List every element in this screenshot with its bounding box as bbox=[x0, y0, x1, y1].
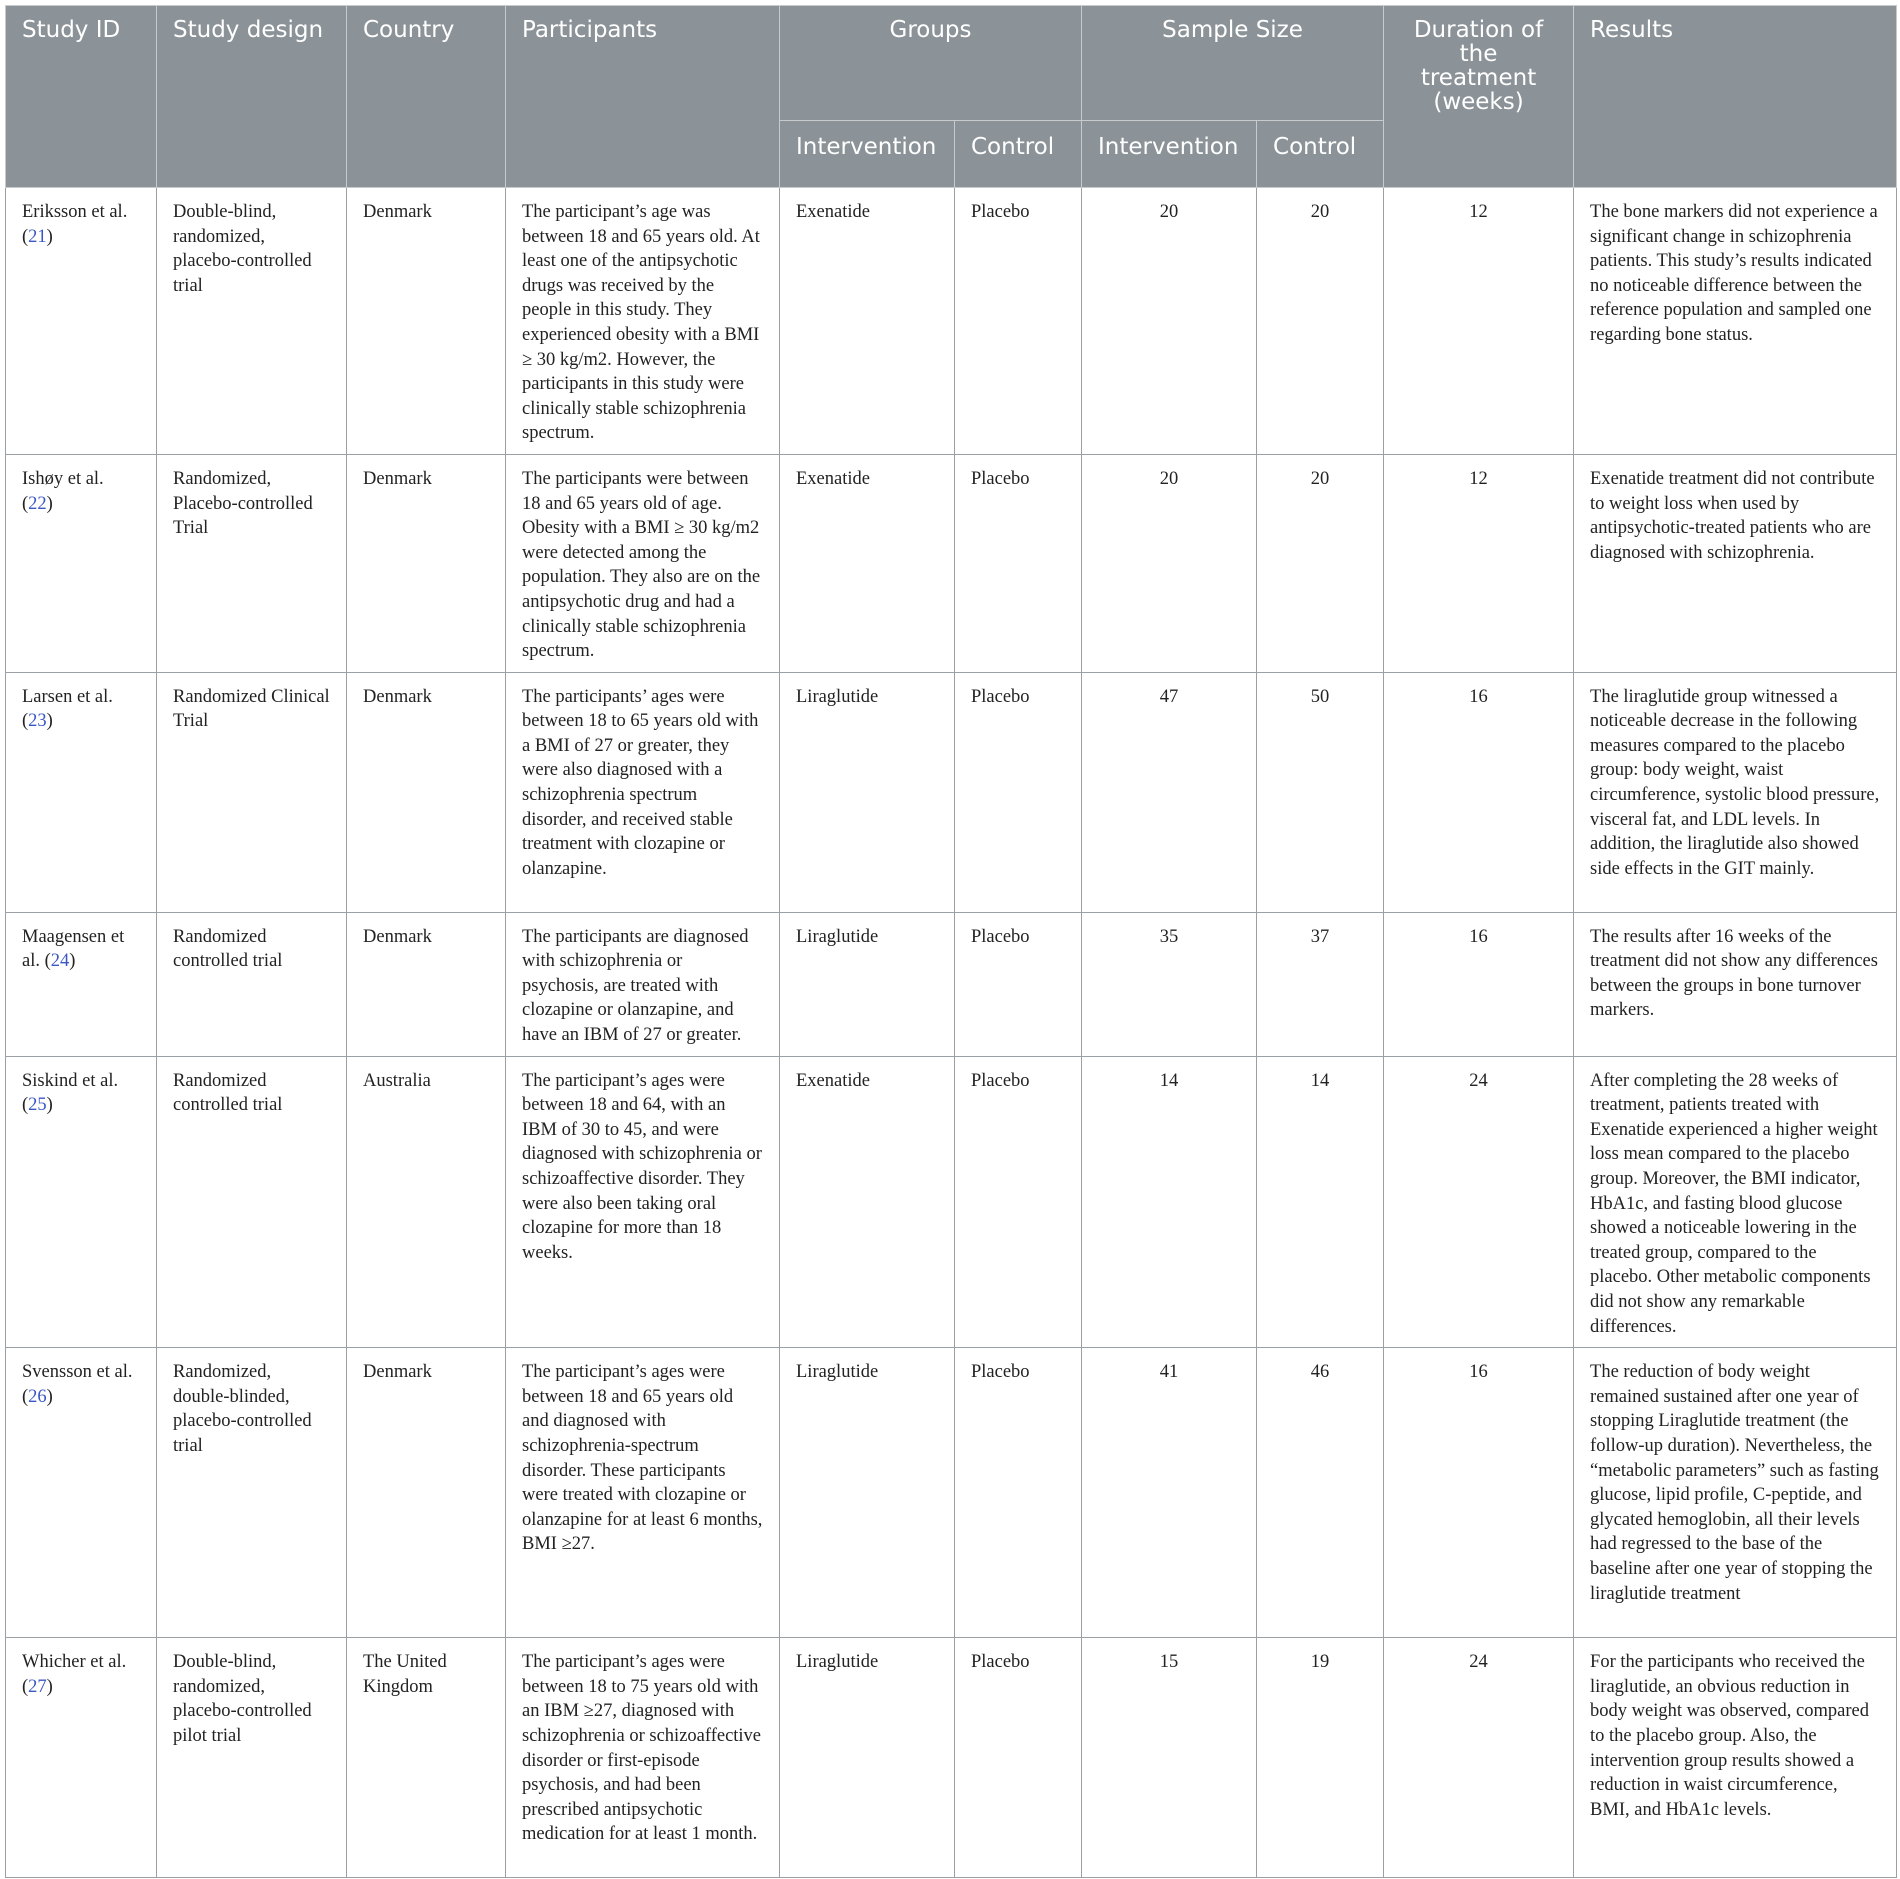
cell-duration: 24 bbox=[1384, 1056, 1574, 1348]
study-author: Siskind et al. bbox=[22, 1070, 119, 1091]
cell-n-intervention: 35 bbox=[1082, 912, 1257, 1056]
table-row bbox=[6, 1638, 1897, 1878]
cell-study-design: Randomized controlled trial bbox=[157, 1056, 347, 1348]
cell-group-intervention: Liraglutide bbox=[780, 912, 955, 1056]
cell-study-id: Ishøy et al. (22) bbox=[6, 454, 157, 672]
reference-link[interactable]: 22 bbox=[28, 493, 47, 514]
header-participants: Participants bbox=[506, 6, 780, 188]
cell-group-control: Placebo bbox=[955, 1348, 1082, 1638]
cell-country: Denmark bbox=[347, 188, 506, 455]
cell-duration: 16 bbox=[1384, 672, 1574, 912]
cell-study-id: Maagensen et al. (24) bbox=[6, 912, 157, 1056]
header-sample-control: Control bbox=[1257, 121, 1384, 188]
cell-participants: The participants’ ages were between 18 to 65 years old with a BMI of 27 or greater, they were also diagnosed with a schizophrenia spectrum disorder, and received stable treatment with clozapine or olanzapine. bbox=[506, 672, 780, 912]
study-author: Eriksson et al. bbox=[22, 202, 128, 222]
reference-link[interactable]: 27 bbox=[28, 1676, 47, 1697]
header-groups-intervention: Intervention bbox=[780, 121, 955, 188]
cell-duration: 12 bbox=[1384, 454, 1574, 672]
cell-study-design: Randomized, Placebo-controlled Trial bbox=[157, 454, 347, 672]
header-sample-size: Sample Size bbox=[1082, 6, 1384, 121]
cell-participants: The participant’s age was between 18 and 65 years old. At least one of the antipsychotic drugs was received by the people in this study. They experienced obesity with a BMI ≥ 30 kg/m2. However, the participants in this study were clinically stable schizophrenia spectrum. bbox=[506, 188, 780, 455]
cell-country: Denmark bbox=[347, 672, 506, 912]
reference-link[interactable]: 25 bbox=[28, 1095, 47, 1116]
header-row-main bbox=[6, 6, 1897, 121]
cell-n-control: 37 bbox=[1257, 912, 1384, 1056]
cell-n-intervention: 14 bbox=[1082, 1056, 1257, 1348]
table-row bbox=[6, 912, 1897, 1056]
cell-country: The United Kingdom bbox=[347, 1638, 506, 1878]
cell-group-intervention: Exenatide bbox=[780, 1056, 955, 1348]
cell-results: The bone markers did not experience a significant change in schizophrenia patients. This study’s results indicated no noticeable difference between the reference population and sampled one regarding bone status. bbox=[1574, 188, 1897, 455]
reference-link[interactable]: 26 bbox=[28, 1386, 47, 1407]
table-row bbox=[6, 1348, 1897, 1638]
cell-duration: 16 bbox=[1384, 1348, 1574, 1638]
cell-participants: The participant’s ages were between 18 and 64, with an IBM of 30 to 45, and were diagnosed with schizophrenia or schizoaffective disorder. They were also been taking oral clozapine for more than 18 weeks. bbox=[506, 1056, 780, 1348]
cell-results: For the participants who received the liraglutide, an obvious reduction in body weight was observed, compared to the placebo group. Also, the intervention group results showed a reduction in waist circumference, BMI, and HbA1c levels. bbox=[1574, 1638, 1897, 1878]
study-author: Ishøy et al. bbox=[22, 468, 104, 489]
cell-n-control: 50 bbox=[1257, 672, 1384, 912]
cell-study-design: Double-blind, randomized, placebo-controlled pilot trial bbox=[157, 1638, 347, 1878]
study-author: Larsen et al. bbox=[22, 686, 113, 707]
cell-group-control: Placebo bbox=[955, 1638, 1082, 1878]
cell-group-control: Placebo bbox=[955, 672, 1082, 912]
cell-n-control: 20 bbox=[1257, 454, 1384, 672]
cell-n-control: 19 bbox=[1257, 1638, 1384, 1878]
header-groups: Groups bbox=[780, 6, 1082, 121]
cell-duration: 12 bbox=[1384, 188, 1574, 455]
cell-n-intervention: 47 bbox=[1082, 672, 1257, 912]
cell-results: Exenatide treatment did not contribute to weight loss when used by antipsychotic-treated patients who are diagnosed with schizophrenia. bbox=[1574, 454, 1897, 672]
study-author: Maagensen et al. bbox=[22, 926, 125, 972]
cell-group-control: Placebo bbox=[955, 454, 1082, 672]
cell-group-intervention: Liraglutide bbox=[780, 1348, 955, 1638]
reference-link[interactable]: 24 bbox=[50, 951, 70, 972]
cell-results: The reduction of body weight remained sustained after one year of stopping Liraglutide treatment (the follow-up duration). Nevertheless, the “metabolic parameters” such as fasting glucose, lipid profile, C-peptide, and glycated hemoglobin, all their levels had regressed to the base of the baseline after one year of stopping the liraglutide treatment bbox=[1574, 1348, 1897, 1638]
table-row bbox=[6, 1056, 1897, 1348]
cell-study-design: Randomized Clinical Trial bbox=[157, 672, 347, 912]
cell-results: The liraglutide group witnessed a noticeable decrease in the following measures compared to the placebo group: body weight, waist circumference, systolic blood pressure, visceral fat, and LDL levels. In addition, the liraglutide also showed side effects in the GIT mainly. bbox=[1574, 672, 1897, 912]
cell-group-intervention: Exenatide bbox=[780, 454, 955, 672]
cell-n-control: 20 bbox=[1257, 188, 1384, 455]
cell-country: Denmark bbox=[347, 454, 506, 672]
studies-table bbox=[5, 5, 1897, 1878]
header-study-design: Study design bbox=[157, 6, 347, 188]
cell-results: The results after 16 weeks of the treatment did not show any differences between the groups in bone turnover markers. bbox=[1574, 912, 1897, 1056]
cell-study-id: Larsen et al. (23) bbox=[6, 672, 157, 912]
cell-participants: The participants are diagnosed with schizophrenia or psychosis, are treated with clozapine or olanzapine, and have an IBM of 27 or greater. bbox=[506, 912, 780, 1056]
cell-country: Australia bbox=[347, 1056, 506, 1348]
cell-group-intervention: Exenatide bbox=[780, 188, 955, 455]
cell-country: Denmark bbox=[347, 912, 506, 1056]
cell-n-intervention: 20 bbox=[1082, 454, 1257, 672]
header-results: Results bbox=[1574, 6, 1897, 188]
studies-table-container bbox=[5, 5, 1896, 1878]
table-row bbox=[6, 672, 1897, 912]
table-row bbox=[6, 454, 1897, 672]
header-duration: Duration of the treatment (weeks) bbox=[1384, 6, 1574, 188]
cell-participants: The participant’s ages were between 18 to 75 years old with an IBM ≥27, diagnosed with schizophrenia or schizoaffective disorder or first-episode psychosis, and had been prescribed antipsychotic medication for at least 1 month. bbox=[506, 1638, 780, 1878]
header-study-id: Study ID bbox=[6, 6, 157, 188]
cell-study-id: Svensson et al. (26) bbox=[6, 1348, 157, 1638]
header-country: Country bbox=[347, 6, 506, 188]
study-author: Svensson et al. bbox=[22, 1362, 133, 1383]
table-body bbox=[6, 188, 1897, 1878]
cell-group-control: Placebo bbox=[955, 912, 1082, 1056]
cell-n-intervention: 41 bbox=[1082, 1348, 1257, 1638]
table-header bbox=[6, 6, 1897, 188]
header-groups-control: Control bbox=[955, 121, 1082, 188]
cell-participants: The participant’s ages were between 18 and 65 years old and diagnosed with schizophrenia-spectrum disorder. These participants were treated with clozapine or olanzapine for at least 6 months, BMI ≥27. bbox=[506, 1348, 780, 1638]
header-sample-intervention: Intervention bbox=[1082, 121, 1257, 188]
cell-group-control: Placebo bbox=[955, 188, 1082, 455]
reference-link[interactable]: 23 bbox=[28, 711, 47, 732]
cell-group-intervention: Liraglutide bbox=[780, 1638, 955, 1878]
cell-n-control: 46 bbox=[1257, 1348, 1384, 1638]
cell-study-design: Randomized, double-blinded, placebo-controlled trial bbox=[157, 1348, 347, 1638]
reference-link[interactable]: 21 bbox=[28, 226, 47, 247]
cell-n-intervention: 15 bbox=[1082, 1638, 1257, 1878]
cell-group-intervention: Liraglutide bbox=[780, 672, 955, 912]
cell-n-control: 14 bbox=[1257, 1056, 1384, 1348]
cell-duration: 24 bbox=[1384, 1638, 1574, 1878]
cell-group-control: Placebo bbox=[955, 1056, 1082, 1348]
cell-results: After completing the 28 weeks of treatment, patients treated with Exenatide experienced a higher weight loss mean compared to the placebo group. Moreover, the BMI indicator, HbA1c, and fasting blood glucose showed a noticeable lowering in the treated group, compared to the placebo. Other metabolic components did not show any remarkable differences. bbox=[1574, 1056, 1897, 1348]
cell-study-design: Double-blind, randomized, placebo-controlled trial bbox=[157, 188, 347, 455]
cell-study-id: Whicher et al. (27) bbox=[6, 1638, 157, 1878]
cell-study-id: Eriksson et al. (21) bbox=[6, 188, 157, 455]
cell-study-id: Siskind et al. (25) bbox=[6, 1056, 157, 1348]
cell-duration: 16 bbox=[1384, 912, 1574, 1056]
study-author: Whicher et al. bbox=[22, 1652, 127, 1673]
cell-country: Denmark bbox=[347, 1348, 506, 1638]
cell-participants: The participants were between 18 and 65 years old of age. Obesity with a BMI ≥ 30 kg/m2 were detected among the population. They also are on the antipsychotic drug and had a clinically stable schizophrenia spectrum. bbox=[506, 454, 780, 672]
cell-study-design: Randomized controlled trial bbox=[157, 912, 347, 1056]
table-row bbox=[6, 188, 1897, 455]
cell-n-intervention: 20 bbox=[1082, 188, 1257, 455]
